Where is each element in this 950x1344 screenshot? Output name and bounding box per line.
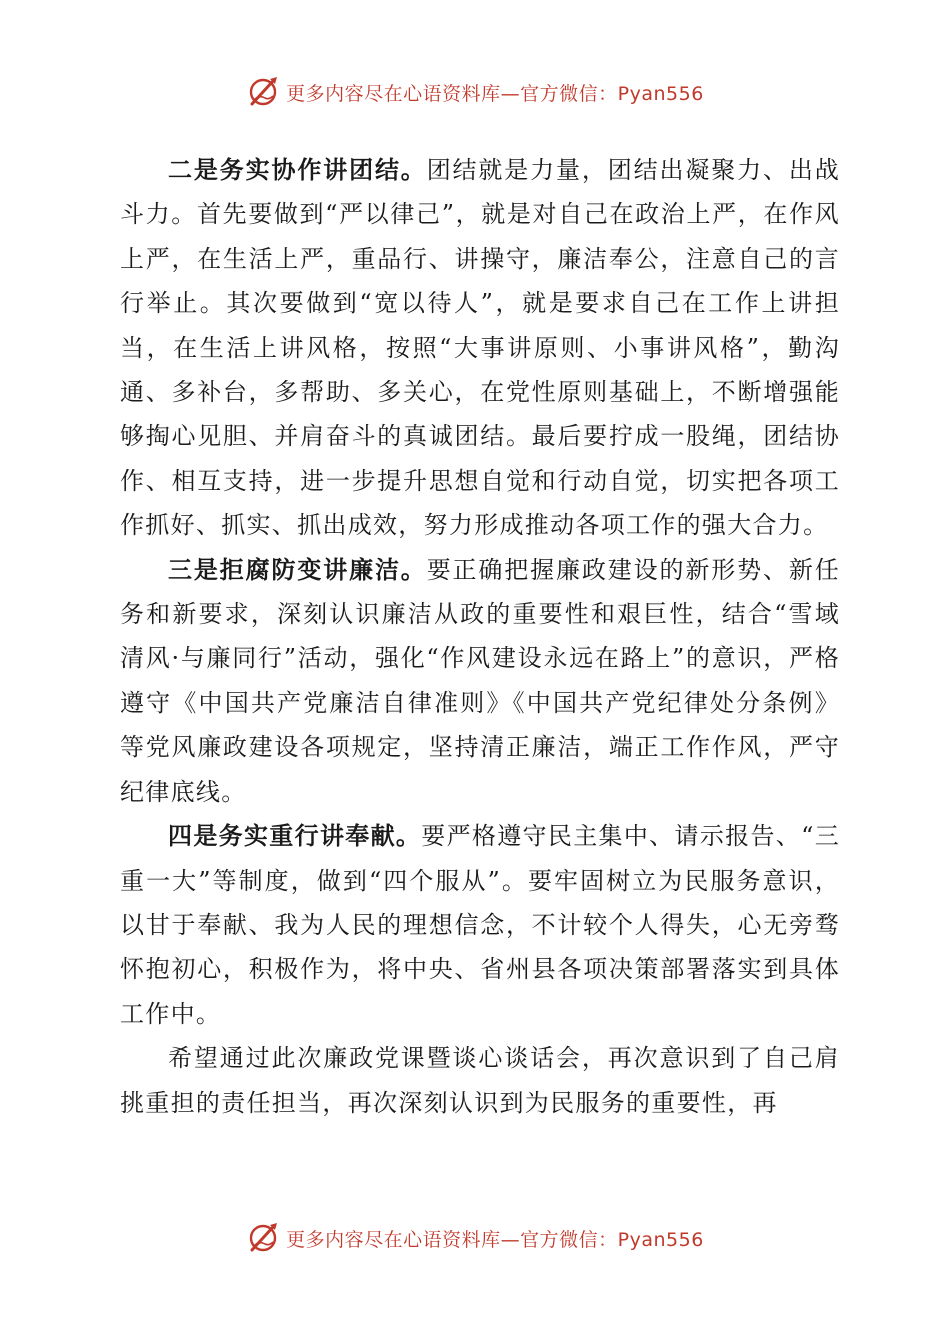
paragraph-integrity: [120, 548, 840, 814]
paragraph-heading: 二是务实协作讲团结。: [168, 155, 427, 184]
paragraph-text: 要严格遵守民主集中、请示报告、“三重一大”等制度，做到“四个服从”。要牢固树立为民服务意识，以甘于奉献、我为人民的理想信念，不计较个人得失，心无旁骛怀抱初心，积极作为，将中央、省州县各项决策部署落实到具体工作中。: [120, 822, 841, 1028]
paragraph-closing: [120, 1036, 840, 1125]
paragraph-text: 希望通过此次廉政党课暨谈心谈话会，再次意识到了自己肩挑重担的责任担当，再次深刻认识到为民服务的重要性，再: [120, 1044, 840, 1117]
document-body: [120, 148, 840, 1125]
pen-logo-icon: [246, 74, 282, 110]
header-watermark-banner: [0, 70, 950, 114]
paragraph-text: 团结就是力量，团结出凝聚力、出战斗力。首先要做到“严以律己”，就是对自己在政治上严，在作风上严，在生活上严，重品行、讲操守，廉洁奉公，注意自己的言行举止。其次要做到“宽以待人”，就是要求自己在工作上讲担当，在生活上讲风格，按照“大事讲原则、小事讲风格”，勤沟通、多补台，多帮助、多关心，在党性原则基础上，不断增强能够掏心见胆、并肩奋斗的真诚团结。最后要拧成一股绳，团结协作、相互支持，进一步提升思想自觉和行动自觉，切实把各项工作抓好、抓实、抓出成效，努力形成推动各项工作的强大合力。: [120, 156, 840, 540]
paragraph-heading: 三是拒腐防变讲廉洁。: [168, 554, 427, 584]
paragraph-heading: 四是务实重行讲奉献。: [168, 821, 422, 851]
watermark-text: 更多内容尽在心语资料库—官方微信：Pyan556: [286, 1228, 704, 1251]
watermark-text: 更多内容尽在心语资料库—官方微信：Pyan556: [286, 82, 704, 105]
paragraph-text: 要正确把握廉政建设的新形势、新任务和新要求，深刻认识廉洁从政的重要性和艰巨性，结合“雪域清风·与廉同行”活动，强化“作风建设永远在路上”的意识，严格遵守《中国共产党廉洁自律准则》《中国共产党纪律处分条例》等党风廉政建设各项规定，坚持清正廉洁，端正工作作风，严守纪律底线。: [120, 555, 840, 806]
paragraph-unity: [120, 148, 840, 548]
paragraph-dedication: [120, 814, 840, 1036]
pen-logo-icon: [246, 1220, 282, 1256]
footer-watermark-banner: [0, 1216, 950, 1260]
